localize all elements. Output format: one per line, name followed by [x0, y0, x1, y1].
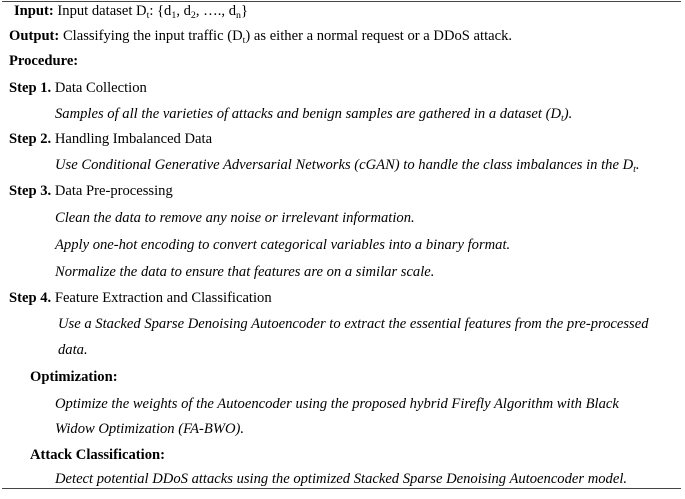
input-text: Input dataset $D_t$: {$d_1$, $d_2$, …., $d_n$}	[57, 3, 248, 21]
procedure-label: Procedure:	[9, 53, 79, 69]
step-3-title: Data Pre-processing	[54, 183, 173, 199]
step-3-line-2: Apply one-hot encoding to convert categorical variables into a binary format.	[55, 237, 511, 253]
input-line	[14, 2, 248, 20]
step-4-line-1: Use a Stacked Sparse Denoising Autoencoder to extract the essential features from the pre-processed	[58, 316, 649, 332]
step-2-title: Handling Imbalanced Data	[54, 131, 213, 147]
step-1-heading	[9, 79, 147, 97]
step-2-heading	[9, 130, 212, 148]
step-3-heading	[9, 182, 173, 200]
optimization-line-1: Optimize the weights of the Autoencoder using the proposed hybrid Firefly Algorithm with Black	[55, 396, 619, 412]
step-4-label: Step 4.	[9, 290, 52, 306]
step-2-text: Use Conditional Generative Adversarial Networks (cGAN) to handle the class imbalances in the $D_t$.	[55, 157, 640, 175]
attack-classification-line: Detect potential DDoS attacks using the optimized Stacked Sparse Denoising Autoencoder model.	[55, 471, 628, 487]
bottom-rule	[2, 488, 681, 489]
step-3-line-1: Clean the data to remove any noise or irrelevant information.	[55, 210, 415, 226]
step-1-label: Step 1.	[9, 80, 52, 96]
output-text: Classifying the input traffic $(D_t)$ as either a normal request or a DDoS attack.	[62, 28, 513, 46]
step-3-line-3: Normalize the data to ensure that features are on a similar scale.	[55, 264, 435, 280]
optimization-line-2: Widow Optimization (FA-BWO).	[55, 421, 245, 437]
output-line	[9, 27, 512, 45]
input-label: Input:	[14, 3, 54, 19]
step-4-heading	[9, 289, 272, 307]
step-3-label: Step 3.	[9, 183, 52, 199]
optimization-label: Optimization:	[30, 369, 118, 385]
step-4-line-2: data.	[58, 342, 88, 358]
output-label: Output:	[9, 28, 60, 44]
step-4-title: Feature Extraction and Classification	[54, 290, 272, 306]
step-2-label: Step 2.	[9, 131, 52, 147]
step-1-text: Samples of all the varieties of attacks and benign samples are gathered in a dataset $(D_t)$.	[55, 106, 573, 124]
attack-classification-label: Attack Classification:	[30, 447, 165, 463]
step-1-title: Data Collection	[54, 80, 147, 96]
